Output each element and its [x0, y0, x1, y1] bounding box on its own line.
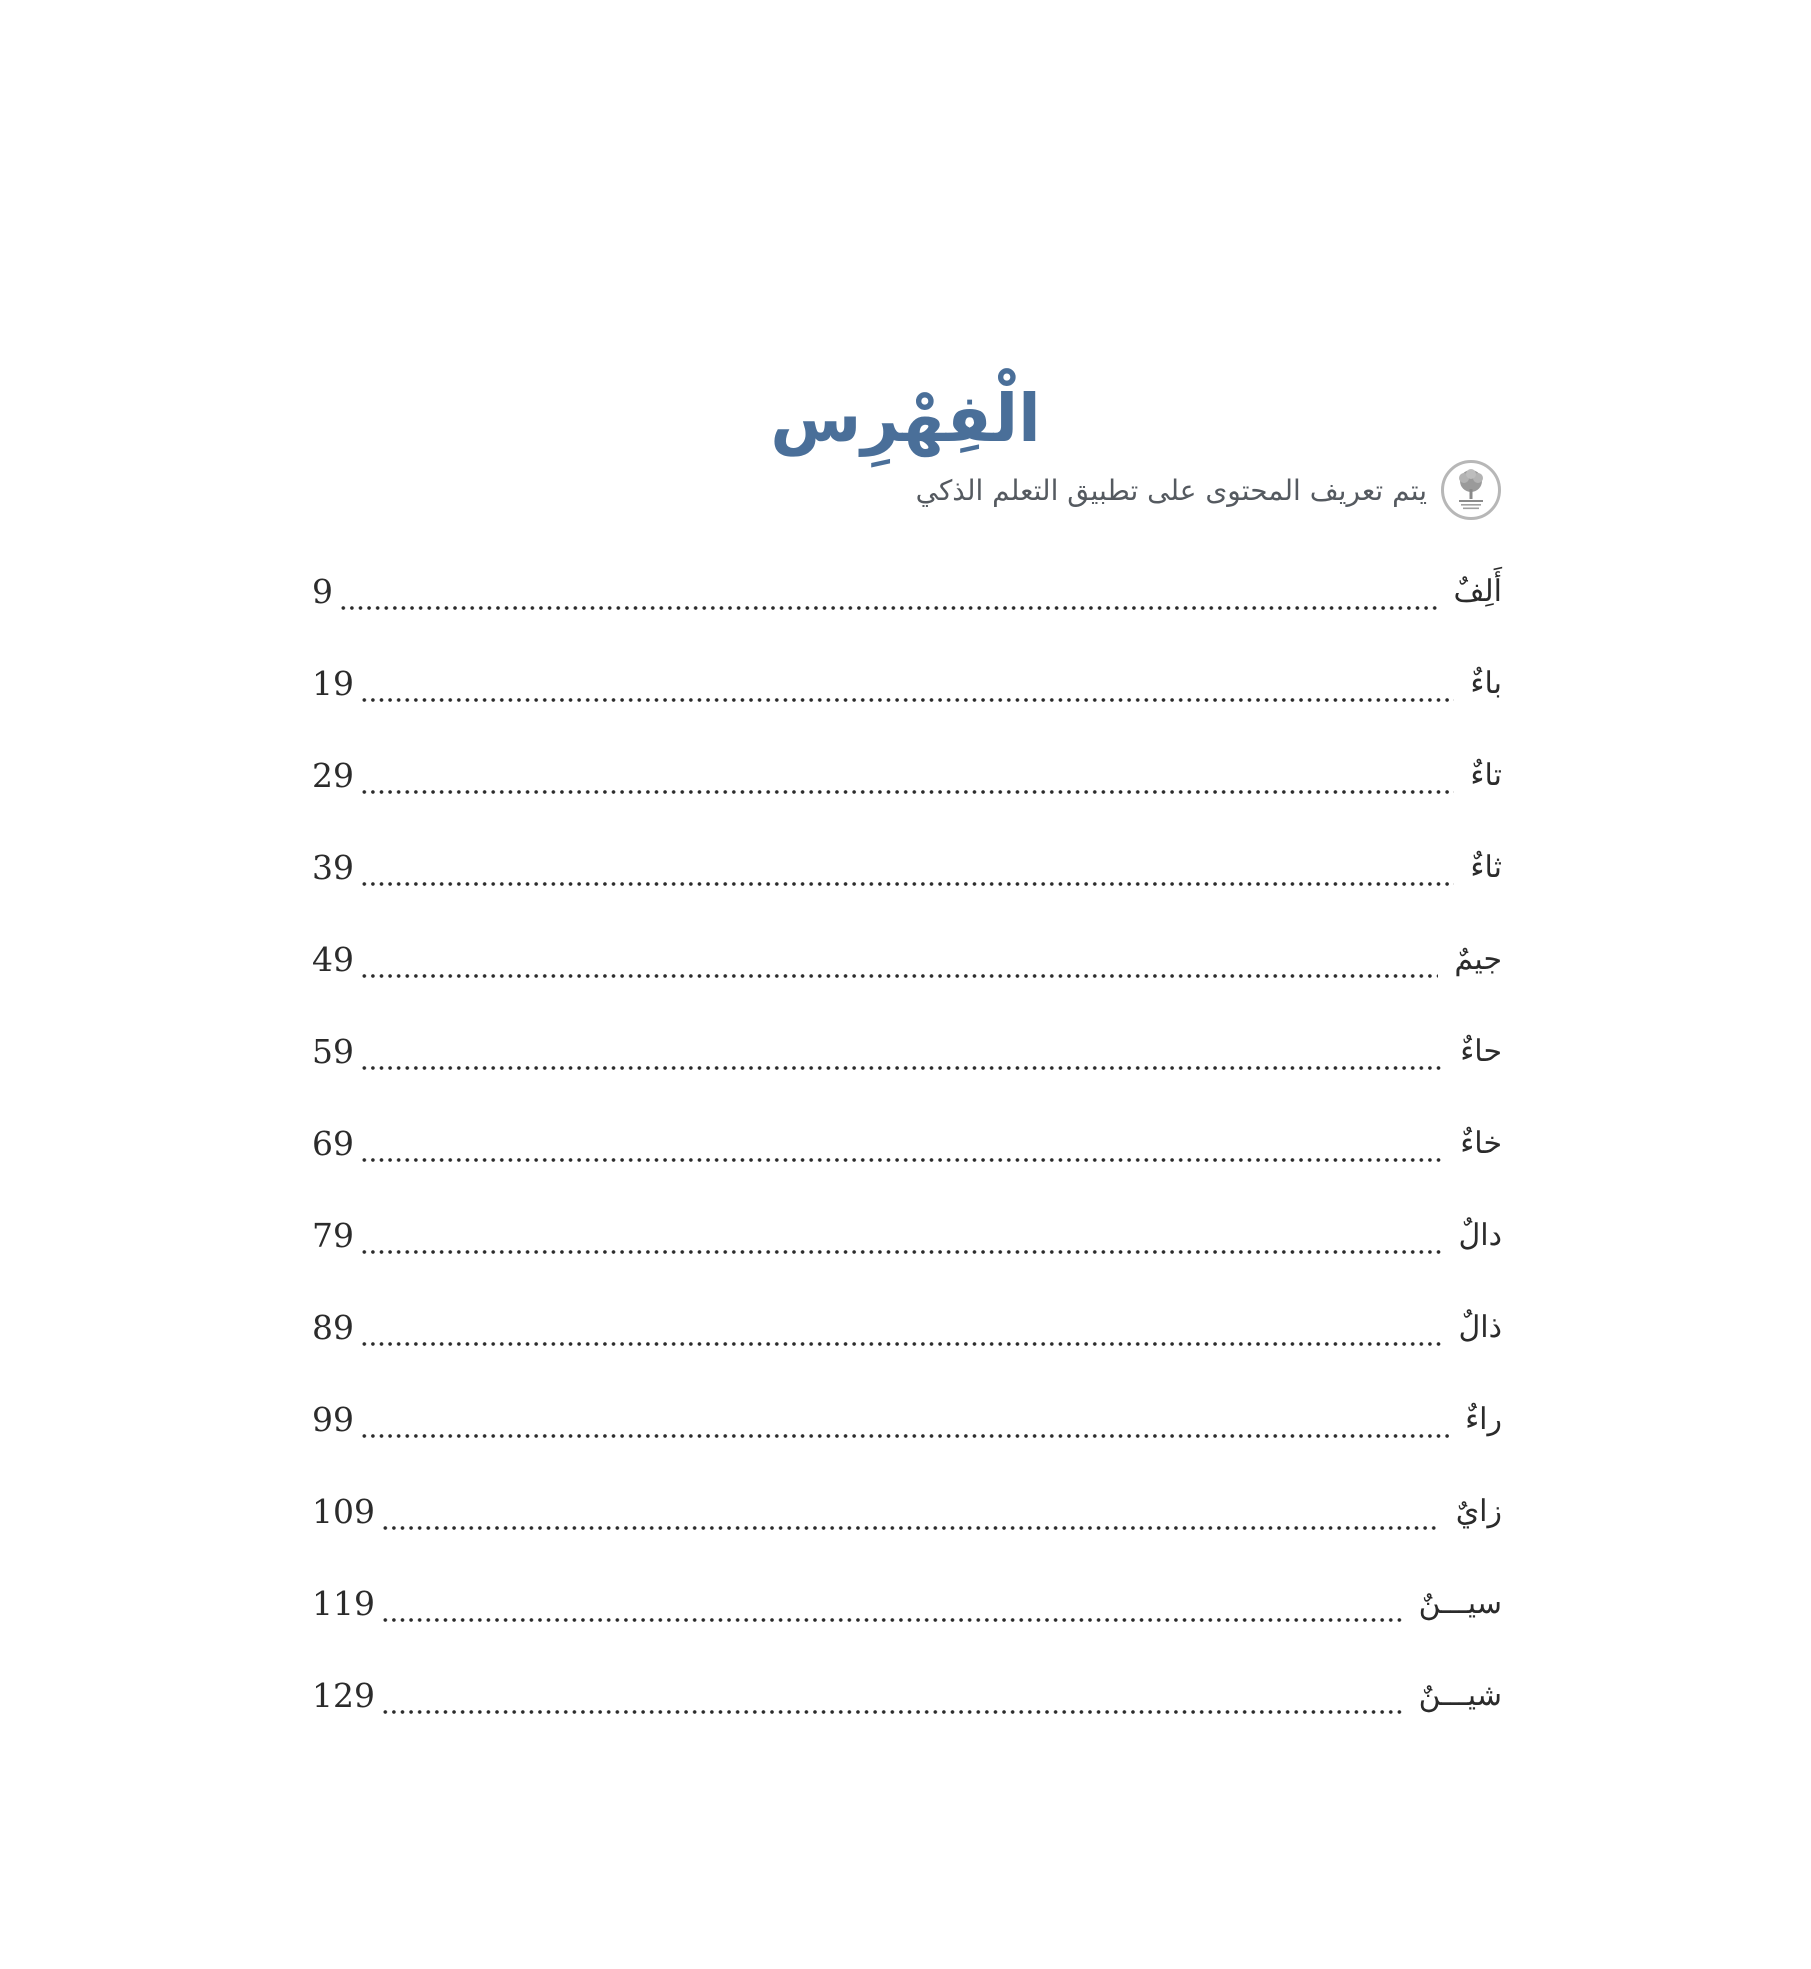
toc-entry-page: 129	[312, 1675, 375, 1715]
note-text: يتم تعريف المحتوى على تطبيق التعلم الذكي	[915, 473, 1427, 507]
toc-leader-dots	[381, 1502, 1440, 1532]
toc-leader-dots	[360, 1226, 1443, 1256]
toc-leader-dots	[360, 950, 1438, 980]
toc-entry-label: أَلِفٌ	[1453, 573, 1502, 609]
toc-entry[interactable]	[312, 1281, 1502, 1373]
toc-entry[interactable]	[312, 545, 1502, 637]
toc-entry-page: 19	[312, 663, 354, 703]
toc-entry[interactable]	[312, 1373, 1502, 1465]
toc-entry[interactable]	[312, 1097, 1502, 1189]
toc-entry-label: جيمٌ	[1454, 941, 1502, 977]
toc-entry-page: 79	[312, 1215, 354, 1255]
toc-entry[interactable]	[312, 637, 1502, 729]
toc-entry-label: باءٌ	[1470, 665, 1502, 701]
toc-leader-dots	[360, 1042, 1444, 1072]
toc-entry[interactable]	[312, 1189, 1502, 1281]
toc-entry-label: ثاءٌ	[1470, 849, 1502, 885]
toc-leader-dots	[360, 1410, 1449, 1440]
toc-leader-dots	[381, 1594, 1403, 1624]
toc-entry-label: حاءٌ	[1460, 1033, 1502, 1069]
toc-entry-page: 29	[312, 755, 354, 795]
smart-learning-note	[916, 455, 1501, 525]
toc-entry-label: زايٌ	[1455, 1493, 1502, 1529]
toc-entry-label: راءٌ	[1465, 1401, 1502, 1437]
toc-leader-dots	[360, 674, 1454, 704]
toc-entry-label: تاءٌ	[1470, 757, 1502, 793]
toc-entry[interactable]	[312, 729, 1502, 821]
toc-entry[interactable]	[312, 1465, 1502, 1557]
toc-leader-dots	[360, 858, 1454, 888]
toc-entry-page: 99	[312, 1399, 354, 1439]
toc-entry[interactable]	[312, 821, 1502, 913]
toc-entry-page: 59	[312, 1031, 354, 1071]
toc-entry-label: خاءٌ	[1460, 1125, 1502, 1161]
toc-entry-page: 49	[312, 939, 354, 979]
toc-entry[interactable]	[312, 1005, 1502, 1097]
toc-entry[interactable]	[312, 913, 1502, 1005]
toc-entry-label: دالٌ	[1458, 1217, 1502, 1253]
toc-entry-page: 109	[312, 1491, 375, 1531]
toc-leader-dots	[381, 1686, 1403, 1716]
tree-logo-icon	[1441, 460, 1501, 520]
toc-entry-label: سيـــنٌ	[1418, 1585, 1502, 1621]
toc-entry-page: 69	[312, 1123, 354, 1163]
table-of-contents	[312, 545, 1502, 1741]
toc-entry[interactable]	[312, 1557, 1502, 1649]
toc-entry-page: 89	[312, 1307, 354, 1347]
page-title: الْفِهْرِس	[770, 380, 1041, 458]
toc-leader-dots	[360, 1318, 1443, 1348]
toc-entry-page: 39	[312, 847, 354, 887]
toc-entry-page: 119	[312, 1583, 375, 1623]
toc-entry-label: ذالٌ	[1458, 1309, 1502, 1345]
toc-entry-label: شيـــنٌ	[1418, 1677, 1502, 1713]
toc-entry[interactable]	[312, 1649, 1502, 1741]
toc-leader-dots	[360, 1134, 1444, 1164]
toc-entry-page: 9	[312, 571, 333, 611]
toc-leader-dots	[360, 766, 1454, 796]
toc-leader-dots	[339, 582, 1437, 612]
